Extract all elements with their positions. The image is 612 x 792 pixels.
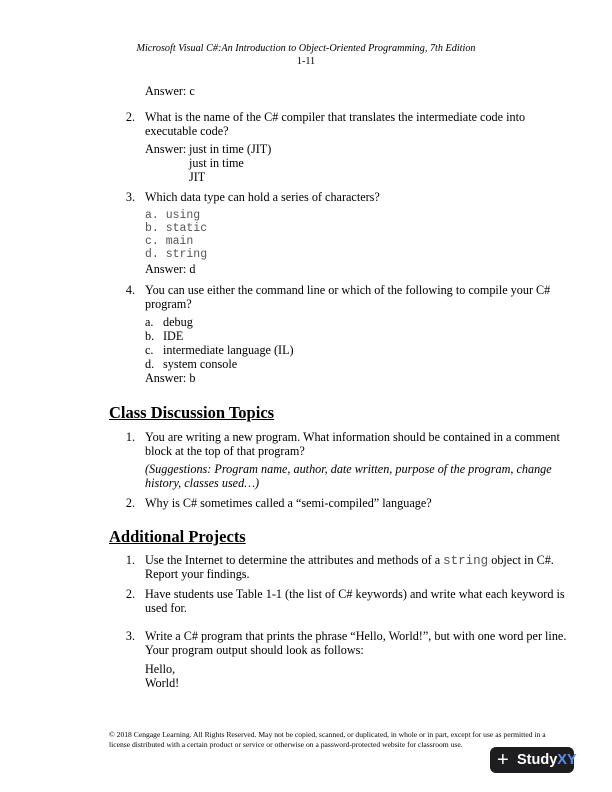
project-3-number: 3. (125, 629, 135, 643)
q4-option-a-text: debug (163, 315, 193, 329)
q3-option-d: d. string (145, 248, 208, 261)
studyxy-logo-text (517, 747, 577, 773)
project-3-output-line1: Hello, (145, 662, 176, 676)
discussion-heading: Class Discussion Topics (109, 403, 275, 422)
project-3-line2: Your program output should look as follows: (145, 643, 364, 657)
q2-question-line1: What is the name of the C# compiler that translates the intermediate code into (145, 110, 526, 124)
q2-answer-3: JIT (189, 170, 206, 184)
discussion-1-line1: You are writing a new program. What information should be contained in a comment (145, 430, 560, 444)
q4-number: 4. (125, 283, 135, 297)
discussion-1-suggestion-line1: (Suggestions: Program name, author, date written, purpose of the program, change (145, 462, 552, 476)
copyright-line1: © 2018 Cengage Learning. All Rights Reserved. May not be copied, scanned, or duplicated, in whole or in part, except for use as permitted in a (109, 730, 546, 739)
plus-icon: + (497, 749, 509, 771)
discussion-2-line1: Why is C# sometimes called a “semi-compiled” language? (145, 496, 432, 510)
q3-option-c: c. main (145, 235, 194, 248)
q2-answer-2: just in time (189, 156, 244, 170)
project-3-output-line2: World! (145, 676, 180, 690)
q4-option-b-text: IDE (163, 329, 184, 343)
project-1-code-string: string (443, 554, 489, 568)
project-2-line2: used for. (145, 601, 187, 615)
projects-heading: Additional Projects (109, 527, 246, 546)
running-header-title: Microsoft Visual C#:An Introduction to Object-Oriented Programming, 7th Edition (136, 43, 476, 54)
q4-option-a-letter: a. (145, 315, 154, 329)
page-number: 1-11 (296, 56, 316, 67)
q4-option-d-letter: d. (145, 357, 155, 371)
q2-answer-1: just in time (JIT) (189, 142, 272, 156)
brand-xy: XY (557, 752, 577, 768)
q4-option-d-text: system console (163, 357, 238, 371)
q4-option-c-text: intermediate language (IL) (163, 343, 294, 357)
project-1-text-pre: Use the Internet to determine the attributes and methods of a (145, 553, 444, 567)
project-3-line1: Write a C# program that prints the phrase “Hello, World!”, but with one word per line. (145, 629, 567, 643)
q2-number: 2. (125, 110, 135, 124)
studyxy-badge[interactable] (490, 747, 577, 773)
q3-number: 3. (125, 190, 135, 204)
brand-study: Study (517, 752, 558, 768)
q3-question: Which data type can hold a series of characters? (145, 190, 380, 204)
project-1-line2: Report your findings. (145, 567, 250, 581)
discussion-1-line2: block at the top of that program? (145, 444, 305, 458)
q4-option-c-letter: c. (145, 343, 154, 357)
q4-question-line1: You can use either the command line or which of the following to compile your C# (145, 283, 551, 297)
project-2-number: 2. (125, 587, 135, 601)
previous-answer: Answer: c (145, 84, 195, 98)
q4-option-b-letter: b. (145, 329, 155, 343)
discussion-1-suggestion-line2: history, classes used…) (145, 476, 260, 490)
project-2-line1: Have students use Table 1-1 (the list of C# keywords) and write what each keyword is (145, 587, 565, 601)
q3-option-b: b. static (145, 222, 208, 235)
q2-answer-label: Answer: (145, 142, 187, 156)
q3-option-a: a. using (145, 209, 201, 222)
q4-question-line2: program? (145, 297, 192, 311)
q4-answer: Answer: b (145, 371, 196, 385)
project-1-text-post: object in C#. (488, 553, 554, 567)
project-1-line1 (145, 553, 554, 568)
discussion-2-number: 2. (125, 496, 135, 510)
q2-question-line2: executable code? (145, 124, 229, 138)
discussion-1-number: 1. (125, 430, 135, 444)
copyright-line2: license distributed with a certain product or service or otherwise on a password-protected website for classroom use. (109, 739, 463, 749)
project-1-number: 1. (125, 553, 135, 567)
q3-answer: Answer: d (145, 262, 196, 276)
